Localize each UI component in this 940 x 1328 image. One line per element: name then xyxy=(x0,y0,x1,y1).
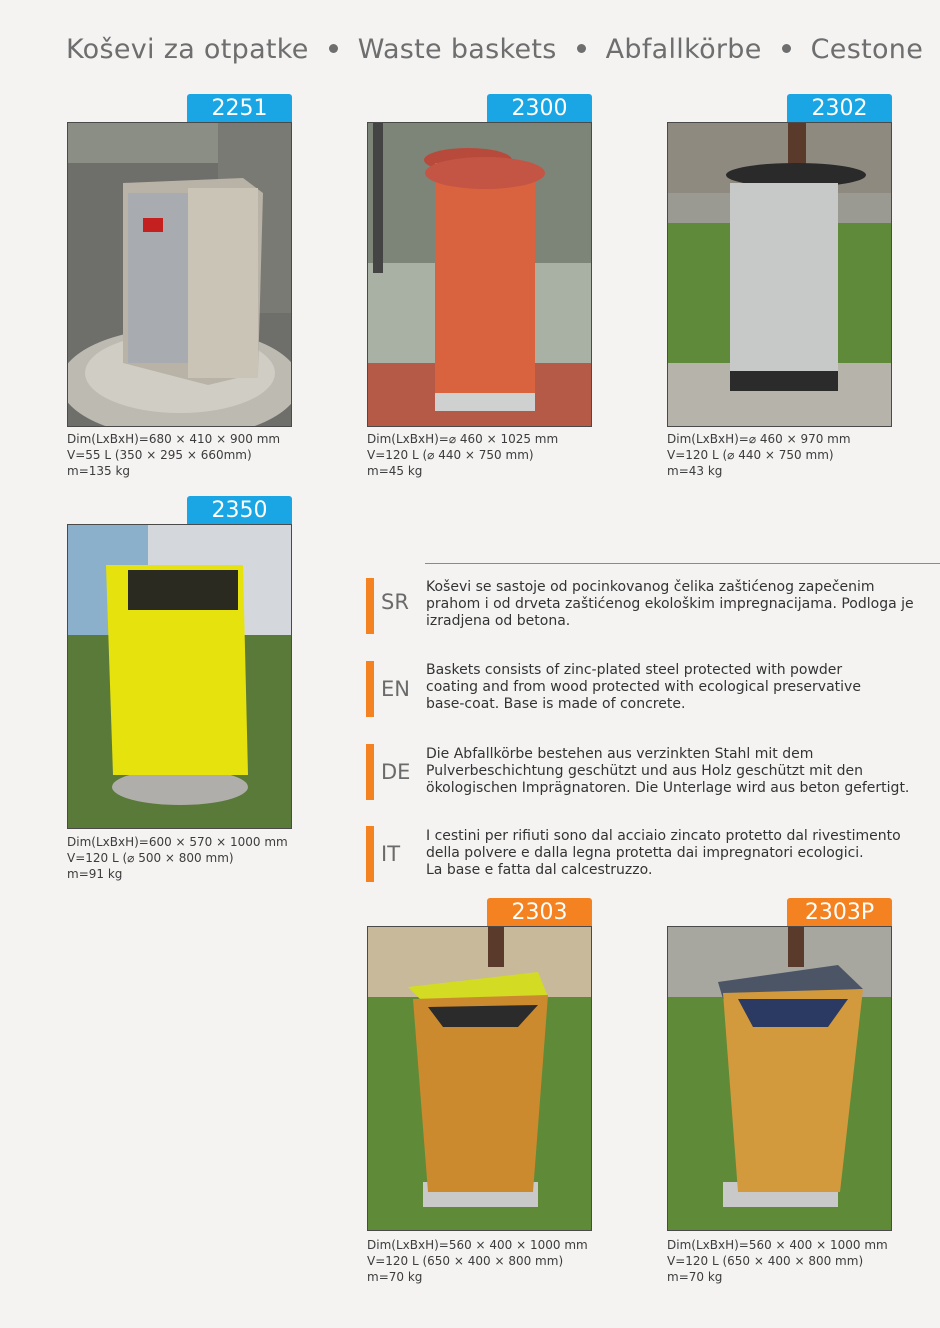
description-text xyxy=(426,746,909,797)
title-part-de: Abfallkörbe xyxy=(605,34,762,65)
spec-volume: V=55 L (350 × 295 × 660mm) xyxy=(67,448,252,462)
product-photo-2350 xyxy=(67,524,292,829)
product-2303P xyxy=(667,898,892,1288)
product-code-badge: 2350 xyxy=(187,496,292,525)
bullet-dot xyxy=(329,44,338,53)
section-divider xyxy=(425,563,940,564)
accent-bar xyxy=(366,744,374,800)
description-it xyxy=(366,826,926,882)
language-code: EN xyxy=(381,677,410,701)
product-2350 xyxy=(67,496,292,886)
language-code: DE xyxy=(381,760,411,784)
description-line: coating and from wood protected with ecological preservative xyxy=(426,679,861,695)
product-code-badge: 2251 xyxy=(187,94,292,123)
description-line: base-coat. Base is made of concrete. xyxy=(426,696,686,712)
spec-volume: V=120 L (⌀ 500 × 800 mm) xyxy=(67,851,234,865)
spec-volume: V=120 L (650 × 400 × 800 mm) xyxy=(667,1254,864,1268)
spec-dimensions: Dim(LxBxH)=680 × 410 × 900 mm xyxy=(67,432,281,446)
spec-mass: m=45 kg xyxy=(367,464,423,478)
product-photo-2300 xyxy=(367,122,592,427)
language-code: SR xyxy=(381,590,409,614)
description-en xyxy=(366,661,926,717)
page-title xyxy=(66,34,923,65)
product-2251 xyxy=(67,94,292,484)
description-sr xyxy=(366,578,926,634)
spec-volume: V=120 L (650 × 400 × 800 mm) xyxy=(367,1254,564,1268)
product-code-badge: 2303P xyxy=(787,898,892,927)
spec-mass: m=91 kg xyxy=(67,867,123,881)
product-specs xyxy=(667,1237,888,1285)
product-specs xyxy=(67,834,288,882)
description-text xyxy=(426,579,914,630)
waste-bin-concrete-image xyxy=(68,123,291,426)
product-specs xyxy=(367,431,558,479)
spec-dimensions: Dim(LxBxH)=560 × 400 × 1000 mm xyxy=(667,1238,888,1252)
description-line: Koševi se sastoje od pocinkovanog čelika zaštićenog zapečenim xyxy=(426,579,875,595)
waste-bin-silver-image xyxy=(668,123,891,426)
product-code-badge: 2302 xyxy=(787,94,892,123)
spec-volume: V=120 L (⌀ 440 × 750 mm) xyxy=(367,448,534,462)
waste-bin-wood-grey-image xyxy=(668,927,891,1230)
description-line: ökologischen Imprägnatoren. Die Unterlage wird aus beton gefertigt. xyxy=(426,780,910,796)
product-specs xyxy=(667,431,851,479)
description-line: Baskets consists of zinc-plated steel protected with powder xyxy=(426,662,843,678)
title-part-sr: Koševi za otpatke xyxy=(66,34,309,65)
product-specs xyxy=(367,1237,588,1285)
spec-mass: m=135 kg xyxy=(67,464,131,478)
accent-bar xyxy=(366,661,374,717)
spec-mass: m=70 kg xyxy=(367,1270,423,1284)
description-text xyxy=(426,662,861,713)
spec-dimensions: Dim(LxBxH)=⌀ 460 × 1025 mm xyxy=(367,432,559,446)
title-part-it: Cestone xyxy=(810,34,924,65)
description-de xyxy=(366,744,926,800)
product-code-badge: 2303 xyxy=(487,898,592,927)
product-photo-2303P xyxy=(667,926,892,1231)
description-line: Die Abfallkörbe bestehen aus verzinkten Stahl mit dem xyxy=(426,746,814,762)
description-line: izradjena od betona. xyxy=(426,613,571,629)
description-line: La base e fatta dal calcestruzzo. xyxy=(426,862,653,878)
language-code: IT xyxy=(381,842,401,866)
description-line: Pulverbeschichtung geschützt und aus Holz geschützt mit den xyxy=(426,763,863,779)
description-line: prahom i od drveta zaštićenog ekološkim impregnacijama. Podloga je xyxy=(426,596,914,612)
description-text xyxy=(426,828,901,879)
waste-bin-wood-yellow-image xyxy=(368,927,591,1230)
spec-mass: m=70 kg xyxy=(667,1270,723,1284)
spec-dimensions: Dim(LxBxH)=600 × 570 × 1000 mm xyxy=(67,835,288,849)
product-photo-2303 xyxy=(367,926,592,1231)
product-2303 xyxy=(367,898,592,1288)
product-2302 xyxy=(667,94,892,484)
spec-volume: V=120 L (⌀ 440 × 750 mm) xyxy=(667,448,834,462)
accent-bar xyxy=(366,826,374,882)
bullet-dot xyxy=(782,44,791,53)
spec-dimensions: Dim(LxBxH)=⌀ 460 × 970 mm xyxy=(667,432,851,446)
spec-dimensions: Dim(LxBxH)=560 × 400 × 1000 mm xyxy=(367,1238,588,1252)
spec-mass: m=43 kg xyxy=(667,464,723,478)
bullet-dot xyxy=(577,44,586,53)
product-code-badge: 2300 xyxy=(487,94,592,123)
title-part-en: Waste baskets xyxy=(357,34,557,65)
waste-bin-yellow-image xyxy=(68,525,291,828)
description-line: I cestini per rifiuti sono dal acciaio zincato protetto dal rivestimento xyxy=(426,828,901,844)
product-photo-2302 xyxy=(667,122,892,427)
product-specs xyxy=(67,431,280,479)
product-photo-2251 xyxy=(67,122,292,427)
description-line: della polvere e dalla legna protetta dai impregnatori ecologici. xyxy=(426,845,864,861)
waste-bin-orange-image xyxy=(368,123,591,426)
product-2300 xyxy=(367,94,592,484)
accent-bar xyxy=(366,578,374,634)
